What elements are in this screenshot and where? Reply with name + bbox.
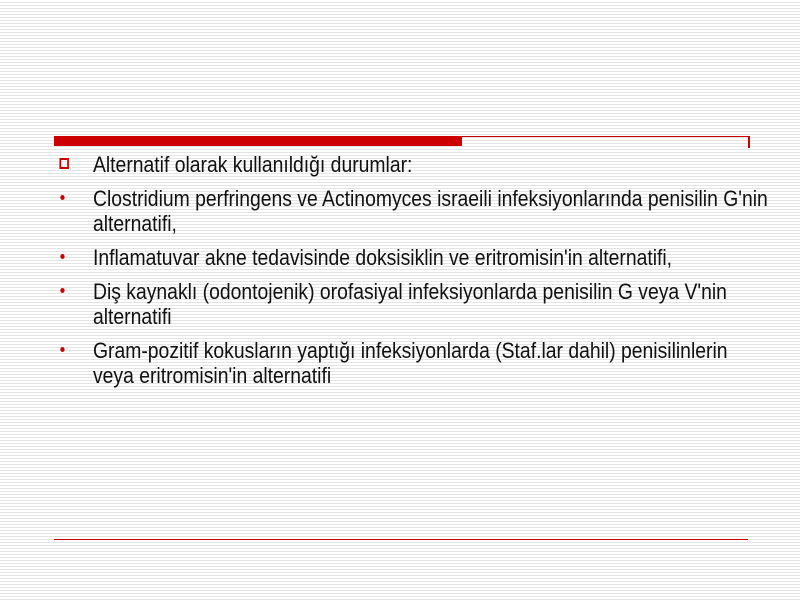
list-item <box>56 245 772 270</box>
top-rule-tick <box>748 137 750 148</box>
list-item <box>56 279 772 329</box>
bottom-rule <box>54 539 748 540</box>
list-item-text: Diş kaynaklı (odontojenik) orofasiyal infeksiyonlarda penisilin G veya V'nin alternatifi <box>92 279 727 329</box>
list-item-heading <box>56 152 772 177</box>
list-item <box>56 338 772 388</box>
list-item-text: Gram-pozitif kokusların yaptığı infeksiyonlarda (Staf.lar dahil) penisilinlerin veya eritromisin'in alternatifi <box>92 338 728 388</box>
list-item-text: Alternatif olarak kullanıldığı durumlar: <box>92 152 413 177</box>
top-rule-thick <box>54 137 462 146</box>
list-item-text: Clostridium perfringens ve Actinomyces israeili infeksiyonlarında penisilin G'nin alternatifi, <box>92 186 768 236</box>
list-item-text: Inflamatuvar akne tedavisinde doksisiklin ve eritromisin'in alternatifi, <box>92 245 673 270</box>
list-item <box>56 186 772 236</box>
bullet-list <box>56 152 768 397</box>
